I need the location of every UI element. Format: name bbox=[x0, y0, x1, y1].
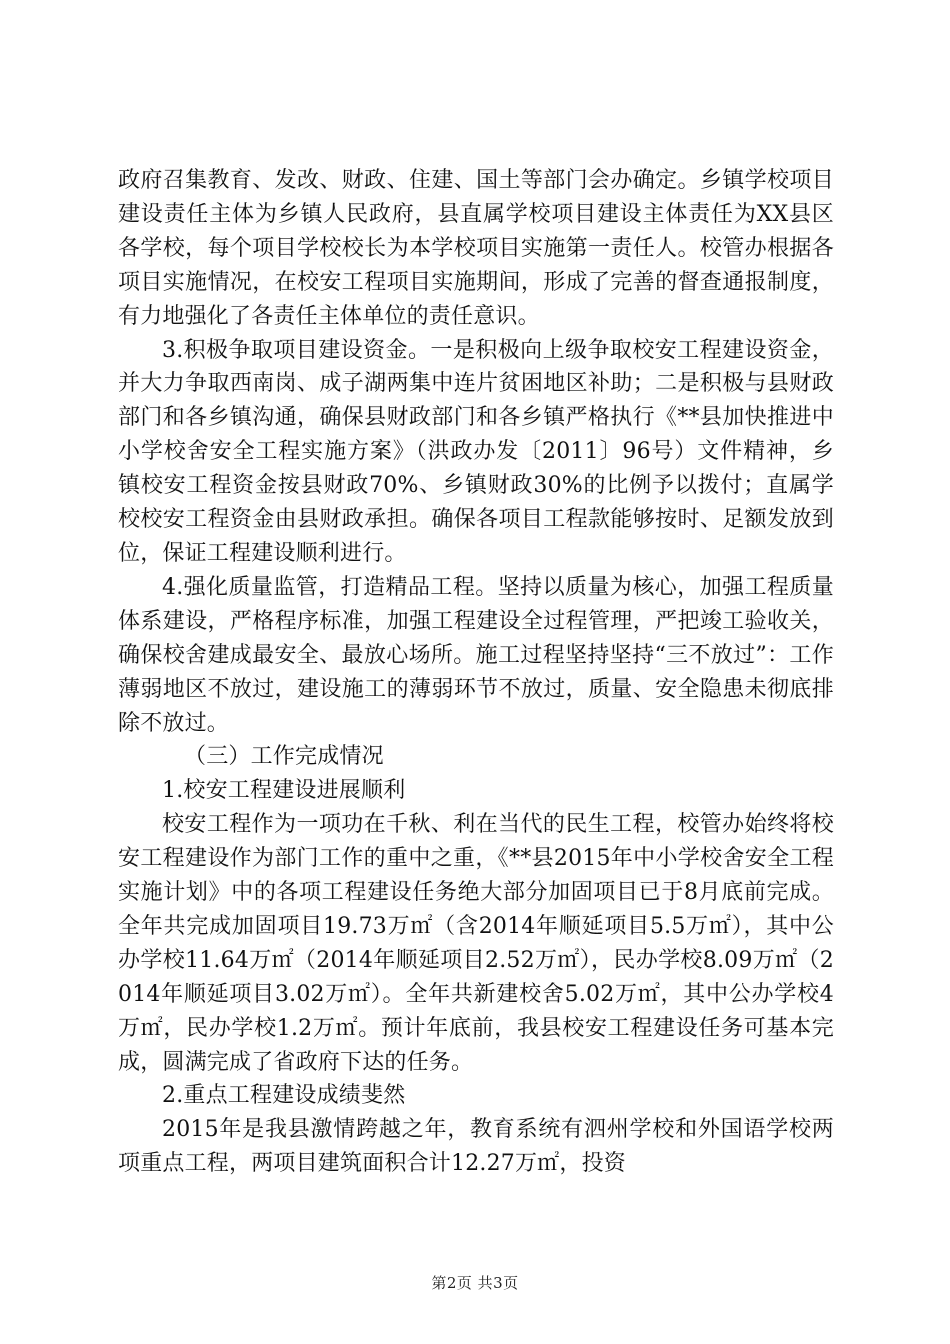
document-body bbox=[118, 164, 834, 1181]
subheading-key-projects: 2.重点工程建设成绩斐然 bbox=[162, 1083, 406, 1109]
section-heading-completion: （三）工作完成情况 bbox=[184, 744, 384, 770]
paragraph-funding: 3.积极争取项目建设资金。一是积极向上级争取校安工程建设资金，并大力争取西南岗、成子湖两集中连片贫困地区补助；二是积极与县财政部门和各乡镇沟通，确保县财政部门和各乡镇严格执行《**县加快推进中小学校舍安全工程实施方案》（洪政办发〔2011〕96号）文件精神，乡镇校安工程资金按县财政70%、乡镇财政30%的比例予以拨付；直属学校校安工程资金由县财政承担。确保各项目工程款能够按时、足额发放到位，保证工程建设顺利进行。 bbox=[118, 337, 834, 566]
page-number-footer: 第2页 共3页 bbox=[431, 1274, 519, 1292]
paragraph-quality: 4.强化质量监管，打造精品工程。坚持以质量为核心，加强工程质量体系建设，严格程序标准，加强工程建设全过程管理，严把竣工验收关，确保校舍建成最安全、最放心场所。施工过程坚持坚持“三不放过”：工作薄弱地区不放过，建设施工的薄弱环节不放过，质量、安全隐患未彻底排除不放过。 bbox=[118, 574, 834, 736]
subheading-progress: 1.校安工程建设进展顺利 bbox=[162, 778, 406, 804]
paragraph-key-projects: 2015年是我县激情跨越之年，教育系统有泗州学校和外国语学校两项重点工程，两项目建筑面积合计12.27万㎡，投资 bbox=[118, 1117, 834, 1177]
paragraph-responsibility: 政府召集教育、发改、财政、住建、国土等部门会办确定。乡镇学校项目建设责任主体为乡镇人民政府，县直属学校项目建设主体责任为XX县区各学校，每个项目学校校长为本学校项目实施第一责任人。校管办根据各项目实施情况，在校安工程项目实施期间，形成了完善的督查通报制度，有力地强化了各责任主体单位的责任意识。 bbox=[118, 168, 834, 329]
paragraph-progress: 校安工程作为一项功在千秋、利在当代的民生工程，校管办始终将校安工程建设作为部门工作的重中之重，《**县2015年中小学校舍安全工程实施计划》中的各项工程建设任务绝大部分加固项目已于8月底前完成。全年共完成加固项目19.73万㎡（含2014年顺延项目5.5万㎡），其中公办学校11.64万㎡（2014年顺延项目2.52万㎡），民办学校8.09万㎡（2014年顺延项目3.02万㎡）。全年共新建校舍5.02万㎡，其中公办学校4万㎡，民办学校1.2万㎡。预计年底前，我县校安工程建设任务可基本完成，圆满完成了省政府下达的任务。 bbox=[118, 812, 834, 1075]
